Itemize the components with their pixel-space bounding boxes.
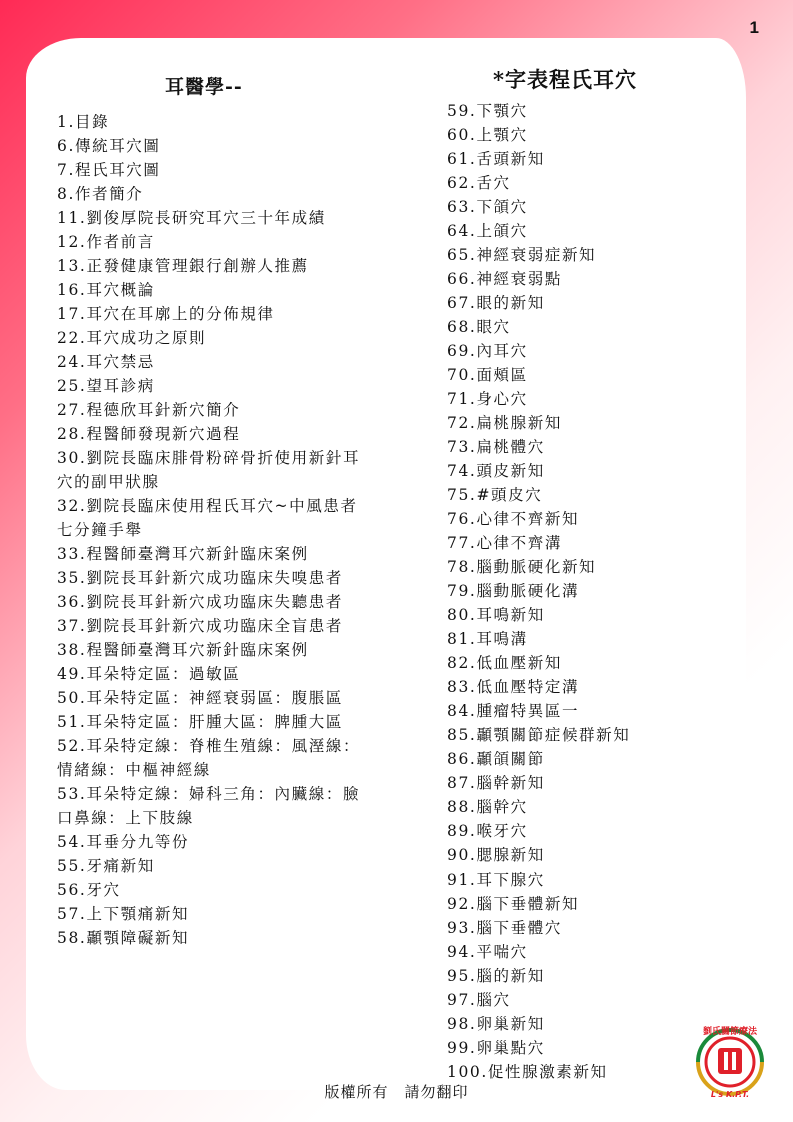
- left-toc-item: 50.耳朵特定區：神經衰弱區：腹脹區: [57, 689, 343, 707]
- left-toc-item: 22.耳穴成功之原則: [57, 329, 207, 347]
- left-toc-item: 37.劉院長耳針新穴成功臨床全盲患者: [57, 617, 343, 635]
- right-toc-item: 68.眼穴: [447, 318, 511, 337]
- right-toc-item: 75.#頭皮穴: [447, 486, 543, 505]
- right-toc-item: 61.舌頭新知: [447, 150, 545, 169]
- right-toc-item: 86.顳頜關節: [447, 750, 545, 769]
- right-toc-item: 72.扁桃腺新知: [447, 414, 562, 433]
- right-toc-item: 81.耳鳴溝: [447, 630, 528, 649]
- left-toc-item: 49.耳朵特定區：過敏區: [57, 665, 241, 683]
- right-toc-item: 100.促性腺激素新知: [447, 1062, 608, 1081]
- right-toc-item: 94.平喘穴: [447, 942, 528, 961]
- right-toc-item: 89.喉牙穴: [447, 822, 528, 841]
- left-toc-item: 28.程醫師發現新穴過程: [57, 425, 241, 443]
- clinic-logo-icon: [688, 1022, 772, 1100]
- right-toc-item: 84.腫瘤特異區一: [447, 702, 580, 721]
- left-toc-item: 11.劉俊厚院長研究耳穴三十年成績: [57, 209, 326, 227]
- right-toc-item: 70.面頰區: [447, 366, 528, 385]
- right-toc-item: 93.腦下垂體穴: [447, 918, 562, 937]
- left-toc-item: 16.耳穴概論: [57, 281, 155, 299]
- left-toc-item: 51.耳朵特定區：肝腫大區：脾腫大區: [57, 713, 343, 731]
- right-column-title: *字表程氏耳穴: [493, 67, 637, 92]
- right-toc-item: 67.眼的新知: [447, 294, 545, 313]
- left-toc-item: 32.劉院長臨床使用程氏耳穴~中風患者七分鐘手舉: [57, 497, 358, 539]
- right-toc-item: 87.腦幹新知: [447, 774, 545, 793]
- right-toc-item: 71.身心穴: [447, 390, 528, 409]
- left-toc-item: 17.耳穴在耳廓上的分佈規律: [57, 305, 275, 323]
- right-toc-item: 91.耳下腺穴: [447, 870, 545, 889]
- right-toc-item: 92.腦下垂體新知: [447, 894, 580, 913]
- right-toc-item: 80.耳鳴新知: [447, 606, 545, 625]
- left-toc-item: 27.程德欣耳針新穴簡介: [57, 401, 241, 419]
- left-toc-item: 13.正發健康管理銀行創辦人推薦: [57, 257, 309, 275]
- right-toc-item: 95.腦的新知: [447, 966, 545, 985]
- right-toc-item: 64.上頜穴: [447, 222, 528, 241]
- right-toc-item: 65.神經衰弱症新知: [447, 246, 597, 265]
- right-toc-item: 69.內耳穴: [447, 342, 528, 361]
- right-toc-item: 85.顳顎關節症候群新知: [447, 726, 631, 745]
- right-toc-item: 88.腦幹穴: [447, 798, 528, 817]
- left-toc-item: 52.耳朵特定線：脊椎生殖線：風溼線：情緒線：中樞神經線: [57, 737, 361, 779]
- right-toc-item: 98.卵巢新知: [447, 1014, 545, 1033]
- right-toc-item: 82.低血壓新知: [447, 654, 562, 673]
- left-toc-item: 30.劉院長臨床腓骨粉碎骨折使用新針耳穴的副甲狀腺: [57, 449, 361, 491]
- left-toc-item: 33.程醫師臺灣耳穴新針臨床案例: [57, 545, 309, 563]
- left-toc-item: 56.牙穴: [57, 881, 121, 899]
- left-toc-item: 25.望耳診病: [57, 377, 155, 395]
- left-toc-list: [57, 110, 372, 950]
- left-toc-item: 35.劉院長耳針新穴成功臨床失嗅患者: [57, 569, 343, 587]
- right-toc-item: 90.腮腺新知: [447, 846, 545, 865]
- right-toc-item: 62.舌穴: [447, 174, 511, 193]
- right-toc-item: 99.卵巢點穴: [447, 1038, 545, 1057]
- left-toc-item: 1.目錄: [57, 113, 110, 131]
- left-toc-item: 38.程醫師臺灣耳穴新針臨床案例: [57, 641, 309, 659]
- right-toc-item: 66.神經衰弱點: [447, 270, 562, 289]
- right-toc-item: 97.腦穴: [447, 990, 511, 1009]
- left-toc-item: 24.耳穴禁忌: [57, 353, 155, 371]
- left-toc-item: 54.耳垂分九等份: [57, 833, 190, 851]
- right-toc-item: 74.頭皮新知: [447, 462, 545, 481]
- right-toc-item: 76.心律不齊新知: [447, 510, 580, 529]
- left-toc-item: 8.作者簡介: [57, 185, 144, 203]
- right-toc-item: 83.低血壓特定溝: [447, 678, 580, 697]
- logo-top-text: 劉氏關節療法: [702, 1027, 758, 1037]
- left-toc-item: 36.劉院長耳針新穴成功臨床失聽患者: [57, 593, 343, 611]
- right-toc-item: 63.下頜穴: [447, 198, 528, 217]
- left-toc-item: 6.傳統耳穴圖: [57, 137, 161, 155]
- right-toc-item: 79.腦動脈硬化溝: [447, 582, 580, 601]
- right-toc-item: 60.上顎穴: [447, 126, 528, 145]
- right-toc-item: 73.扁桃體穴: [447, 438, 545, 457]
- left-toc-item: 55.牙痛新知: [57, 857, 155, 875]
- left-toc-item: 57.上下顎痛新知: [57, 905, 190, 923]
- page-number: 1: [749, 18, 759, 37]
- left-toc-item: 53.耳朵特定線：婦科三角：內臟線：臉口鼻線：上下肢線: [57, 785, 361, 827]
- logo-bottom-text: L's K.P.T.: [710, 1090, 750, 1099]
- right-toc-item: 77.心律不齊溝: [447, 534, 562, 553]
- left-toc-item: 12.作者前言: [57, 233, 155, 251]
- right-toc-list: [447, 99, 677, 1084]
- right-toc-item: 78.腦動脈硬化新知: [447, 558, 597, 577]
- left-column-title: 耳醫學--: [165, 76, 243, 98]
- copyright-footer: 版權所有 請勿翻印: [324, 1083, 469, 1101]
- left-toc-item: 58.顳顎障礙新知: [57, 929, 190, 947]
- right-toc-item: 59.下顎穴: [447, 102, 528, 120]
- left-toc-item: 7.程氏耳穴圖: [57, 161, 161, 179]
